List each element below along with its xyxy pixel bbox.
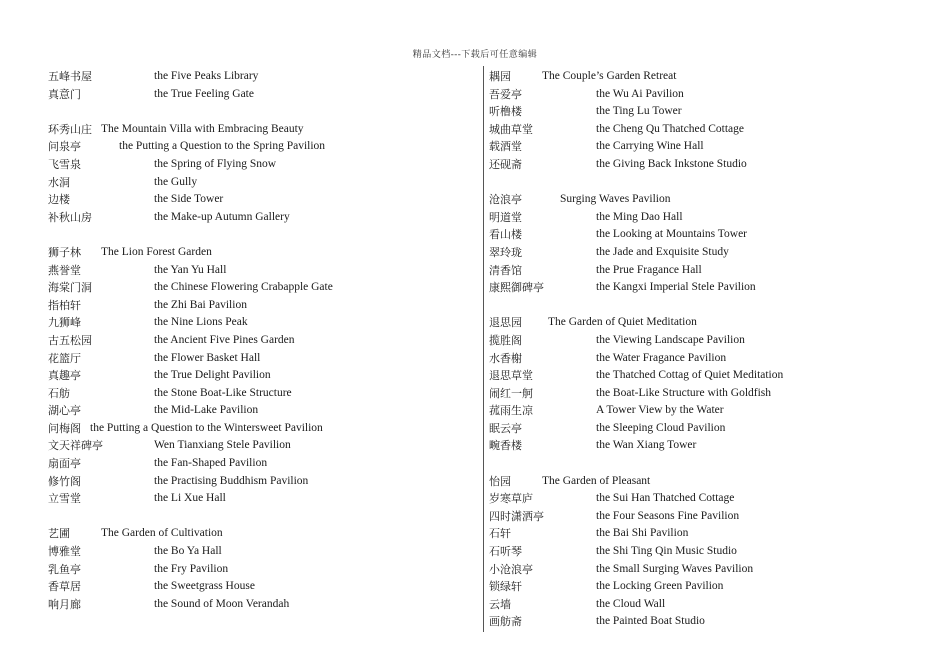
chinese-term: 眠云亭 [489,421,522,435]
left-column [48,68,468,613]
glossary-row [489,262,929,280]
english-translation: the Bo Ya Hall [154,545,222,558]
glossary-row [489,420,929,438]
english-translation: the Five Peaks Library [154,70,259,82]
english-translation: the Carrying Wine Hall [596,140,704,153]
chinese-term: 沧浪亭 [489,193,522,207]
chinese-term: 修竹阁 [48,474,81,488]
glossary-row [48,297,468,315]
glossary-row [48,473,468,491]
glossary-row [489,490,929,508]
english-translation: the Small Surging Waves Pavilion [596,562,754,575]
english-translation: the Looking at Mountains Tower [596,228,748,241]
glossary-row [48,437,468,455]
chinese-term: 香草居 [48,580,81,594]
chinese-term: 菰雨生凉 [489,404,533,418]
english-translation: the Bai Shi Pavilion [596,527,689,540]
english-translation: the True Feeling Gate [154,87,254,100]
chinese-term: 水香榭 [489,351,522,365]
english-translation: The Garden of Quiet Meditation [548,316,697,329]
chinese-term: 花篮厅 [48,351,81,365]
glossary-row [48,86,468,104]
english-translation: the Painted Boat Studio [596,615,705,628]
english-translation: the Spring of Flying Snow [154,157,277,170]
glossary-row [48,156,468,174]
glossary-row [489,279,929,297]
english-translation: The Lion Forest Garden [101,245,212,258]
english-translation: the Viewing Landscape Pavilion [596,333,745,346]
garden-heading-row [48,525,468,543]
chinese-term: 五峰书屋 [48,70,92,83]
glossary-row [489,226,929,244]
english-translation: the Mid-Lake Pavilion [154,404,259,417]
garden-heading-row [489,191,929,209]
glossary-row [48,578,468,596]
garden-heading-row [48,244,468,262]
column-divider [483,66,484,632]
page-header: 精品文档---下载后可任意编辑 [412,49,538,59]
chinese-term: 指柏轩 [48,298,81,312]
chinese-term: 看山楼 [489,228,522,242]
english-translation: the True Delight Pavilion [154,369,271,382]
english-translation: the Practising Buddhism Pavilion [154,474,309,487]
chinese-term: 补秋山房 [48,210,92,224]
english-translation: the Jade and Exquisite Study [596,245,729,258]
english-translation: the Water Fragance Pavilion [596,351,727,364]
glossary-row [489,138,929,156]
glossary-row [489,543,929,561]
blank-line [489,174,929,192]
glossary-row [489,508,929,526]
english-translation: the Sweetgrass House [154,580,255,593]
glossary-row [48,68,468,86]
glossary-row [489,156,929,174]
glossary-row [48,402,468,420]
glossary-row [48,279,468,297]
chinese-term: 博雅堂 [48,545,81,559]
english-translation: the Kangxi Imperial Stele Pavilion [596,281,756,294]
chinese-term: 真意门 [48,87,81,101]
glossary-row [48,332,468,350]
glossary-row [489,402,929,420]
glossary-row [48,314,468,332]
chinese-term: 乳鱼亭 [48,562,81,576]
chinese-term: 四时潇洒亭 [489,509,544,523]
chinese-term: 响月廊 [48,597,81,611]
chinese-term: 吾爱亭 [489,87,522,101]
glossary-row [48,561,468,579]
english-translation: the Cloud Wall [596,597,666,610]
chinese-term: 石轩 [489,527,511,541]
english-translation: the Prue Fragance Hall [596,263,702,276]
english-translation: the Yan Yu Hall [154,263,227,276]
blank-line [48,226,468,244]
english-translation: the Putting a Question to the Wintersweet Pavilion [90,421,323,434]
chinese-term: 闹红一舸 [489,386,533,400]
english-translation: the Gully [154,175,198,188]
english-translation: the Stone Boat-Like Structure [154,386,292,399]
chinese-term: 边楼 [48,193,70,207]
chinese-term: 石听琴 [489,545,522,559]
glossary-row [489,332,929,350]
chinese-term: 畹香楼 [489,439,522,453]
english-translation: the Shi Ting Qin Music Studio [596,545,737,558]
chinese-term: 清香馆 [489,263,522,277]
chinese-term: 狮子林 [48,245,81,259]
glossary-row [48,191,468,209]
english-translation: the Ancient Five Pines Garden [154,333,295,346]
glossary-row [489,596,929,614]
english-translation: the Ming Dao Hall [596,210,683,223]
chinese-term: 载酒堂 [489,140,522,154]
english-translation: the Nine Lions Peak [154,316,248,329]
chinese-term: 九狮峰 [48,316,81,330]
english-translation: the Wan Xiang Tower [596,439,697,452]
english-translation: the Wu Ai Pavilion [596,87,684,100]
english-translation: the Thatched Cottag of Quiet Meditation [596,369,784,382]
english-translation: the Flower Basket Hall [154,351,261,364]
english-translation: the Chinese Flowering Crabapple Gate [154,281,333,294]
glossary-row [48,596,468,614]
chinese-term: 燕誉堂 [48,263,81,277]
chinese-term: 退思园 [489,316,522,330]
glossary-row [489,437,929,455]
chinese-term: 水洞 [48,175,70,189]
chinese-term: 立雪堂 [48,492,81,506]
glossary-row [489,525,929,543]
chinese-term: 画舫斋 [489,615,522,629]
english-translation: The Garden of Pleasant [542,474,651,487]
blank-line [48,103,468,121]
chinese-term: 问泉亭 [48,140,81,154]
chinese-term: 湖心亭 [48,404,81,418]
chinese-term: 康熙御碑亭 [489,281,544,295]
chinese-term: 怡园 [489,474,511,488]
english-translation: the Sleeping Cloud Pavilion [596,421,726,434]
garden-heading-row [489,68,929,86]
garden-heading-row [489,314,929,332]
english-translation: The Garden of Cultivation [101,527,223,540]
chinese-term: 古五松园 [48,333,92,347]
glossary-row [489,209,929,227]
chinese-term: 听橹楼 [489,105,522,119]
chinese-term: 城曲草堂 [489,122,533,136]
glossary-row [489,350,929,368]
english-translation: A Tower View by the Water [596,404,724,417]
chinese-term: 还砚斋 [489,157,522,171]
english-translation: the Ting Lu Tower [596,105,682,118]
garden-heading-row [489,473,929,491]
blank-line [48,508,468,526]
chinese-term: 退思草堂 [489,369,533,383]
glossary-row [489,613,929,631]
chinese-term: 扇面亭 [48,457,81,471]
english-translation: the Make-up Autumn Gallery [154,210,290,223]
english-translation: the Sui Han Thatched Cottage [596,492,735,505]
english-translation: The Couple’s Garden Retreat [542,70,677,82]
english-translation: the Sound of Moon Verandah [154,597,290,610]
blank-line [489,297,929,315]
chinese-term: 飞雪泉 [48,157,81,171]
glossary-row [48,174,468,192]
chinese-term: 翠玲珑 [489,245,522,259]
chinese-term: 海棠门洞 [48,281,92,295]
chinese-term: 问梅阁 [48,421,81,435]
chinese-term: 耦园 [489,70,511,83]
english-translation: the Cheng Qu Thatched Cottage [596,122,744,135]
glossary-row [48,490,468,508]
english-translation: the Fan-Shaped Pavilion [154,457,268,470]
english-translation: the Four Seasons Fine Pavilion [596,509,740,522]
glossary-row [48,543,468,561]
english-translation: the Giving Back Inkstone Studio [596,157,747,170]
right-column [489,68,929,631]
chinese-term: 岁寒草庐 [489,492,533,506]
glossary-row [48,350,468,368]
english-translation: the Fry Pavilion [154,562,229,575]
blank-line [489,455,929,473]
english-translation: the Zhi Bai Pavilion [154,298,247,311]
english-translation: the Locking Green Pavilion [596,580,724,593]
chinese-term: 揽胜阁 [489,333,522,347]
english-translation: the Side Tower [154,193,224,206]
glossary-row [48,262,468,280]
english-translation: the Li Xue Hall [154,492,226,505]
glossary-row [48,367,468,385]
chinese-term: 石舫 [48,386,70,400]
english-translation: Surging Waves Pavilion [560,193,671,206]
glossary-row [48,138,468,156]
chinese-term: 文天祥碑亭 [48,439,103,453]
chinese-term: 艺圃 [48,527,70,541]
english-translation: The Mountain Villa with Embracing Beauty [101,122,304,135]
chinese-term: 真趣亭 [48,369,81,383]
glossary-row [489,86,929,104]
chinese-term: 小沧浪亭 [489,562,533,576]
glossary-row [489,561,929,579]
glossary-row [489,578,929,596]
glossary-row [48,209,468,227]
glossary-row [48,455,468,473]
glossary-row [48,385,468,403]
chinese-term: 明道堂 [489,210,522,224]
chinese-term: 环秀山庄 [48,122,92,136]
english-translation: the Boat-Like Structure with Goldfish [596,386,772,399]
english-translation: Wen Tianxiang Stele Pavilion [154,439,291,452]
glossary-row [489,385,929,403]
glossary-row [489,367,929,385]
glossary-row [489,121,929,139]
glossary-row [489,103,929,121]
glossary-row [489,244,929,262]
english-translation: the Putting a Question to the Spring Pavilion [119,140,326,153]
garden-heading-row [48,121,468,139]
chinese-term: 锁绿轩 [489,580,522,594]
glossary-row [48,420,468,438]
chinese-term: 云墙 [489,597,511,611]
